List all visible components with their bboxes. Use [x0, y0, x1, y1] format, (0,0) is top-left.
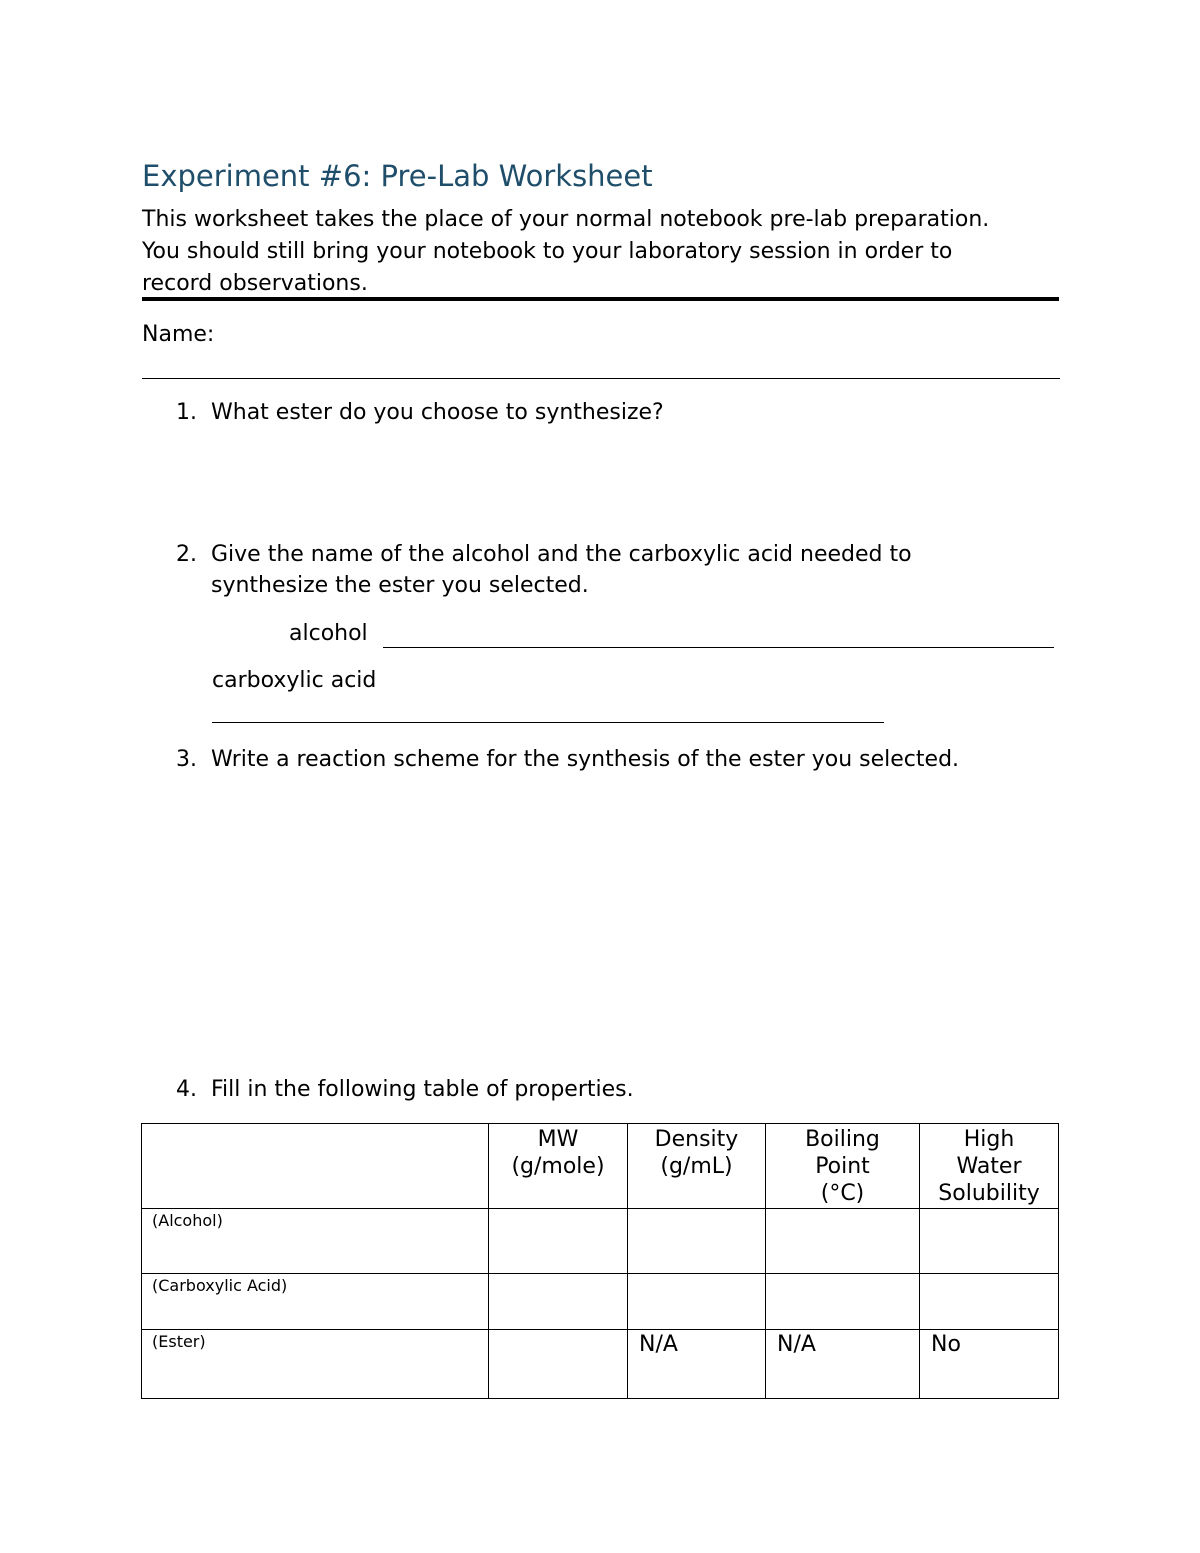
intro-paragraph — [142, 204, 1082, 300]
properties-table — [141, 1123, 1059, 1399]
table-cell: N/A — [766, 1330, 920, 1399]
table-row — [142, 1209, 1059, 1274]
table-header-cell — [489, 1124, 628, 1209]
name-label: Name: — [142, 322, 215, 347]
table-cell[interactable] — [489, 1330, 628, 1399]
table-cell: No — [920, 1330, 1059, 1399]
table-cell[interactable] — [628, 1274, 766, 1330]
row-label: (Alcohol) — [142, 1209, 489, 1274]
header-line: Density — [654, 1127, 739, 1152]
table-cell[interactable] — [489, 1209, 628, 1274]
header-line: (°C) — [820, 1181, 865, 1206]
table-cell[interactable] — [920, 1209, 1059, 1274]
table-cell[interactable] — [766, 1209, 920, 1274]
page-title: Experiment #6: Pre-Lab Worksheet — [142, 159, 653, 193]
alcohol-label: alcohol — [289, 621, 368, 646]
row-label: (Ester) — [142, 1330, 489, 1399]
table-header-row — [142, 1124, 1059, 1209]
table-header-cell — [142, 1124, 489, 1209]
carboxylic-acid-label: carboxylic acid — [212, 668, 377, 693]
alcohol-answer-line[interactable] — [383, 647, 1054, 648]
section-divider — [142, 297, 1059, 301]
table-header-cell — [920, 1124, 1059, 1209]
question-number: 1. — [176, 400, 197, 425]
header-line: Water — [956, 1154, 1022, 1179]
name-field-line[interactable] — [142, 378, 1060, 379]
table-cell[interactable] — [766, 1274, 920, 1330]
intro-line: You should still bring your notebook to your laboratory session in order to — [142, 239, 953, 264]
header-line: Point — [815, 1154, 870, 1179]
table-cell[interactable] — [920, 1274, 1059, 1330]
header-line: Boiling — [805, 1127, 880, 1152]
question-text-line: synthesize the ester you selected. — [211, 573, 589, 598]
header-line: High — [963, 1127, 1015, 1152]
question-text: Write a reaction scheme for the synthesis of the ester you selected. — [211, 747, 960, 772]
intro-line: record observations. — [142, 271, 368, 296]
question-text-line: Give the name of the alcohol and the carboxylic acid needed to — [211, 542, 912, 567]
question-text: Fill in the following table of properties. — [211, 1077, 634, 1102]
question-text — [211, 539, 912, 601]
table-row — [142, 1330, 1059, 1399]
question-text: What ester do you choose to synthesize? — [211, 400, 664, 425]
table-row — [142, 1274, 1059, 1330]
table-cell[interactable] — [489, 1274, 628, 1330]
header-line: (g/mole) — [511, 1154, 605, 1179]
header-line: MW — [537, 1127, 579, 1152]
table-header-cell — [766, 1124, 920, 1209]
question-number: 3. — [176, 747, 197, 772]
question-number: 2. — [176, 542, 197, 567]
carboxylic-acid-answer-line[interactable] — [212, 722, 884, 723]
row-label: (Carboxylic Acid) — [142, 1274, 489, 1330]
table-header-cell — [628, 1124, 766, 1209]
table-cell[interactable] — [628, 1209, 766, 1274]
intro-line: This worksheet takes the place of your normal notebook pre-lab preparation. — [142, 207, 990, 232]
table-cell: N/A — [628, 1330, 766, 1399]
header-line: Solubility — [938, 1181, 1040, 1206]
header-line: (g/mL) — [660, 1154, 733, 1179]
question-number: 4. — [176, 1077, 197, 1102]
